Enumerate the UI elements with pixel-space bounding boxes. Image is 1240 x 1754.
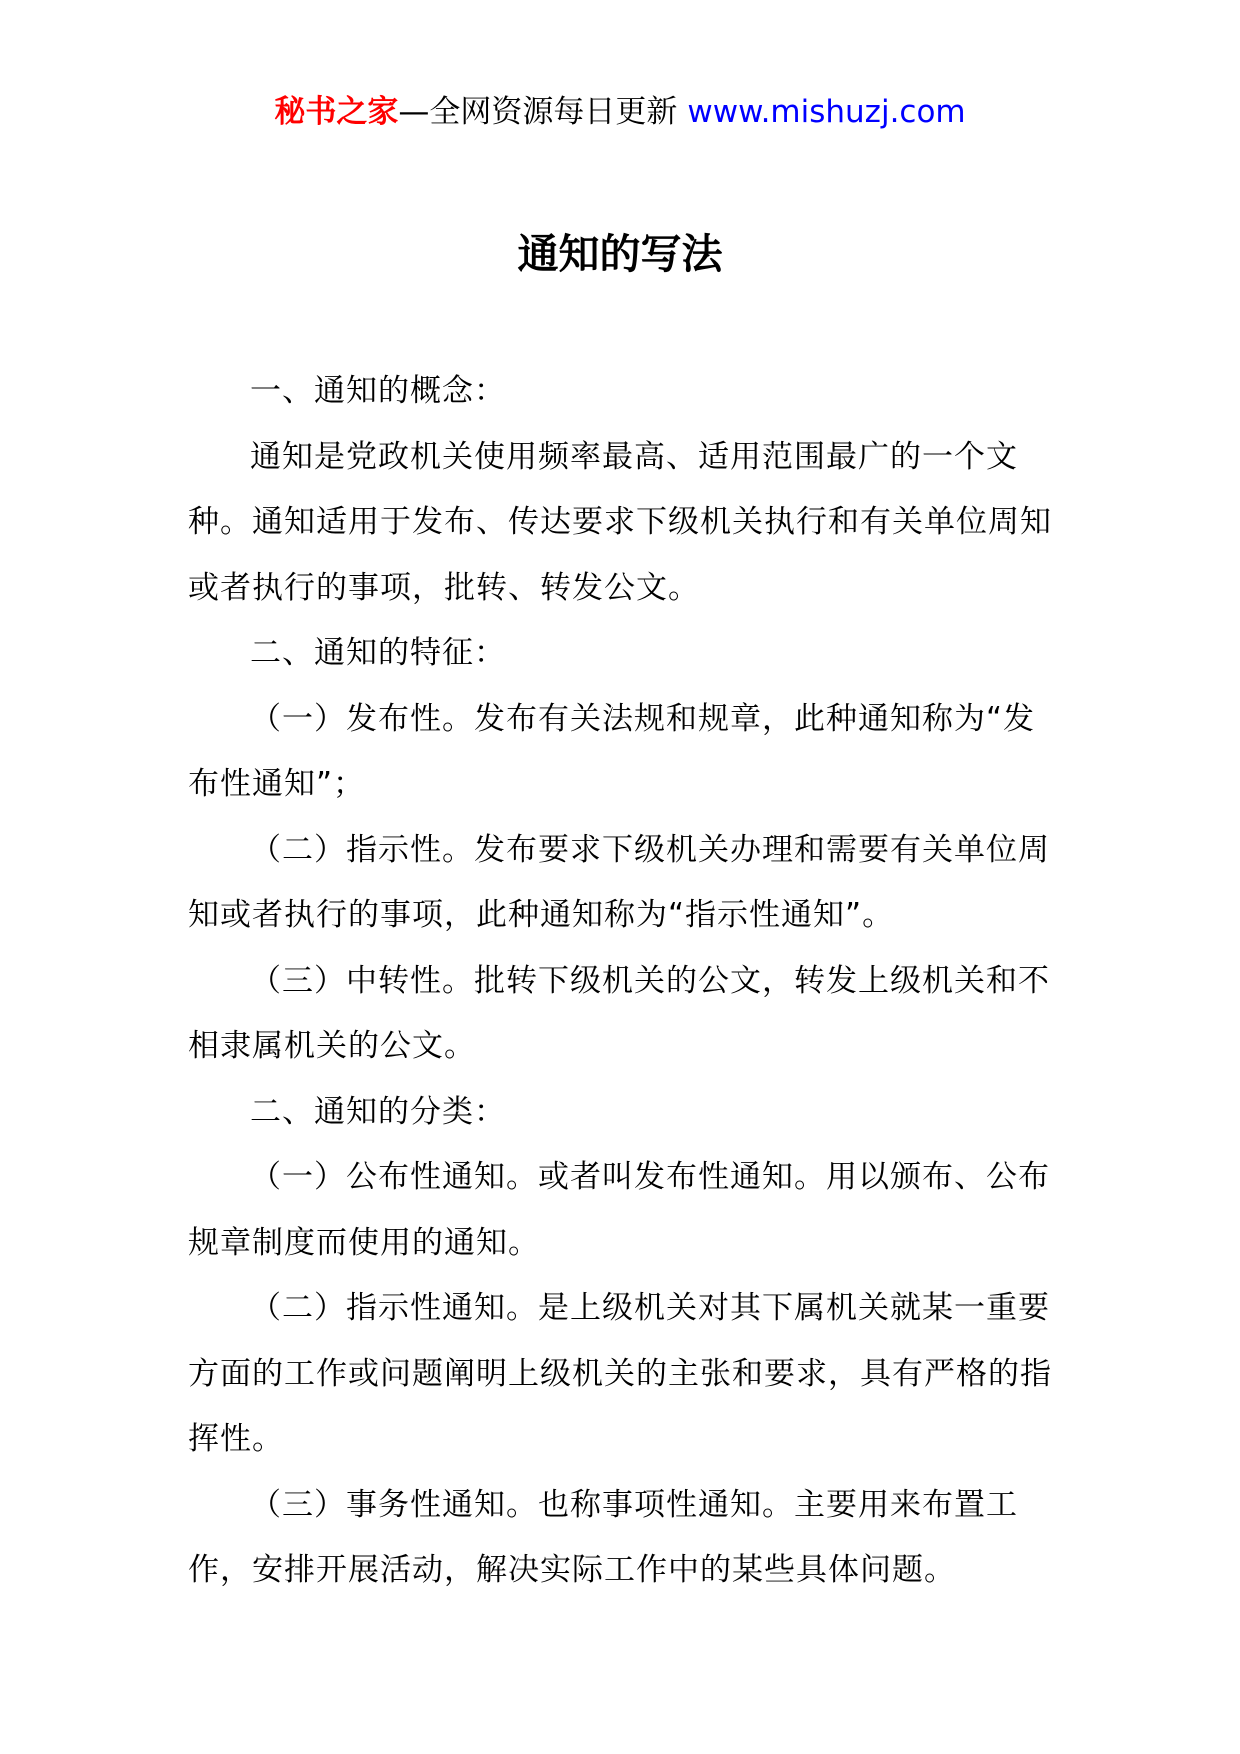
category-item-affairs: （三）事务性通知。也称事项性通知。主要用来布置工作，安排开展活动，解决实际工作中的某些具体问题。 [188,1486,1018,1588]
site-slogan: —全网资源每日更新 [398,94,678,130]
document-body [188,359,1056,1604]
site-header [0,92,1240,132]
site-url-link[interactable]: www.mishuzj.com [687,94,966,130]
feature-item-publish: （一）发布性。发布有关法规和规章，此种通知称为“发布性通知”； [188,700,1036,802]
category-item-announcement: （一）公布性通知。或者叫发布性通知。用以颁布、公布规章制度而使用的通知。 [188,1159,1050,1261]
section-heading-features: 二、通知的特征： [250,635,506,671]
paragraph-definition: 通知是党政机关使用频率最高、适用范围最广的一个文种。通知适用于发布、传达要求下级机关执行和有关单位周知或者执行的事项，批转、转发公文。 [188,438,1052,606]
feature-item-directive: （二）指示性。发布要求下级机关办理和需要有关单位周知或者执行的事项，此种通知称为“指示性通知”。 [188,831,1050,933]
section-heading-concept: 一、通知的概念： [250,373,506,409]
feature-item-transfer: （三）中转性。批转下级机关的公文，转发上级机关和不相隶属机关的公文。 [188,962,1050,1064]
category-item-directive: （二）指示性通知。是上级机关对其下属机关就某一重要方面的工作或问题阐明上级机关的主张和要求，具有严格的指挥性。 [188,1290,1052,1457]
document-title: 通知的写法 [517,230,723,278]
section-heading-categories: 二、通知的分类： [250,1093,506,1130]
brand-name: 秘书之家 [274,94,399,130]
